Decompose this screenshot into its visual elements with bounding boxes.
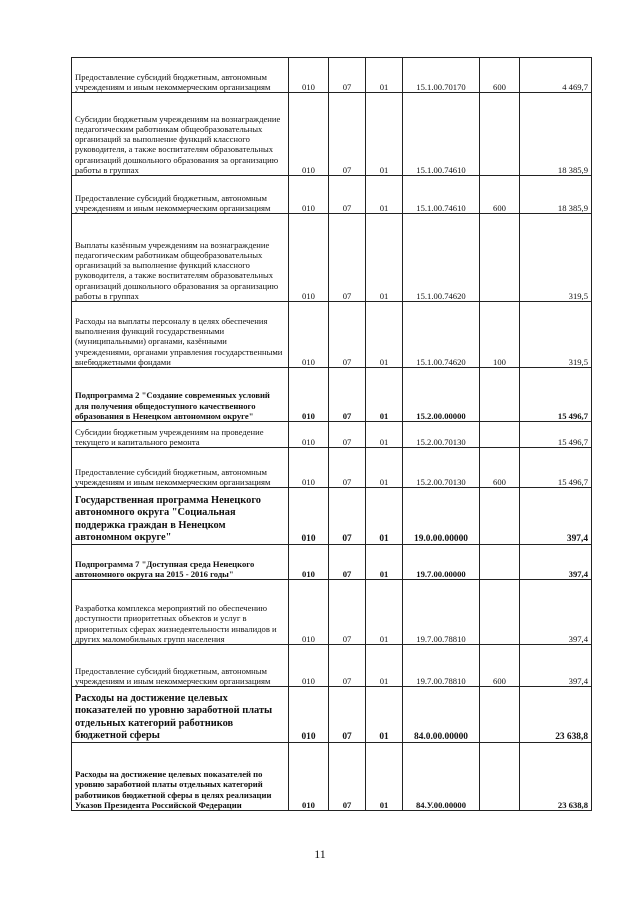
row-sum: 319,5	[520, 302, 592, 368]
row-sum: 18 385,9	[520, 176, 592, 214]
row-sum: 397,4	[520, 645, 592, 687]
row-csr: 15.2.00.70130	[403, 422, 480, 448]
row-csr: 15.1.00.74610	[403, 93, 480, 176]
row-name: Расходы на выплаты персоналу в целях обеспечения выполнения функций государственными (муниципальными) органами, казёнными учреждениями, органами управления государственными внебюджетными фондами	[72, 302, 289, 368]
row-csr: 15.2.00.70130	[403, 448, 480, 488]
row-razdel: 07	[329, 368, 366, 422]
row-csr: 15.1.00.74610	[403, 176, 480, 214]
row-glava: 010	[289, 176, 329, 214]
page-number: 11	[314, 847, 326, 861]
table-row	[72, 368, 592, 422]
row-sum: 4 469,7	[520, 58, 592, 93]
row-vr	[480, 545, 520, 580]
row-name: Субсидии бюджетным учреждениям на проведение текущего и капитального ремонта	[72, 422, 289, 448]
row-glava: 010	[289, 645, 329, 687]
row-glava: 010	[289, 448, 329, 488]
row-razdel: 07	[329, 743, 366, 811]
row-glava: 010	[289, 422, 329, 448]
row-csr: 19.0.00.00000	[403, 488, 480, 545]
row-sum: 23 638,8	[520, 743, 592, 811]
row-glava: 010	[289, 214, 329, 302]
row-vr: 600	[480, 176, 520, 214]
budget-table	[71, 57, 592, 811]
row-name: Расходы на достижение целевых показателей по уровню заработной платы отдельных категорий работников бюджетной сферы в целях реализации Указов Президента Российской Федерации	[72, 743, 289, 811]
row-glava: 010	[289, 302, 329, 368]
row-vr	[480, 580, 520, 645]
row-podrazdel: 01	[366, 448, 403, 488]
row-name: Предоставление субсидий бюджетным, автономным учреждениям и иным некоммерческим организациям	[72, 448, 289, 488]
row-podrazdel: 01	[366, 176, 403, 214]
row-sum: 15 496,7	[520, 422, 592, 448]
row-razdel: 07	[329, 448, 366, 488]
table-row	[72, 422, 592, 448]
row-glava: 010	[289, 743, 329, 811]
table-row	[72, 545, 592, 580]
row-podrazdel: 01	[366, 214, 403, 302]
row-csr: 19.7.00.00000	[403, 545, 480, 580]
row-razdel: 07	[329, 93, 366, 176]
row-name: Разработка комплекса мероприятий по обеспечению доступности приоритетных объектов и услуг в приоритетных сферах жизнедеятельности инвалидов и других маломобильных групп населения	[72, 580, 289, 645]
row-csr: 15.1.00.74620	[403, 214, 480, 302]
row-vr: 600	[480, 58, 520, 93]
row-vr: 600	[480, 645, 520, 687]
table-row	[72, 448, 592, 488]
row-name: Подпрограмма 2 "Создание современных условий для получения общедоступного качественного образования в Ненецком автономном округе"	[72, 368, 289, 422]
row-glava: 010	[289, 58, 329, 93]
row-glava: 010	[289, 580, 329, 645]
row-sum: 15 496,7	[520, 448, 592, 488]
row-glava: 010	[289, 488, 329, 545]
table-row	[72, 302, 592, 368]
row-razdel: 07	[329, 176, 366, 214]
row-vr	[480, 743, 520, 811]
row-sum: 397,4	[520, 545, 592, 580]
row-csr: 19.7.00.78810	[403, 645, 480, 687]
row-sum: 319,5	[520, 214, 592, 302]
row-razdel: 07	[329, 422, 366, 448]
row-razdel: 07	[329, 580, 366, 645]
row-sum: 15 496,7	[520, 368, 592, 422]
row-glava: 010	[289, 368, 329, 422]
row-razdel: 07	[329, 58, 366, 93]
row-csr: 84.0.00.00000	[403, 687, 480, 743]
row-podrazdel: 01	[366, 58, 403, 93]
row-sum: 397,4	[520, 580, 592, 645]
table-row	[72, 580, 592, 645]
row-glava: 010	[289, 687, 329, 743]
row-name: Выплаты казённым учреждениям на вознаграждение педагогическим работникам общеобразовательных организаций за выполнение функций классного руководителя, а также воспитателям образовательных организаций дошкольного образования за организацию работы в группах	[72, 214, 289, 302]
row-vr	[480, 93, 520, 176]
row-vr	[480, 422, 520, 448]
row-podrazdel: 01	[366, 368, 403, 422]
row-podrazdel: 01	[366, 687, 403, 743]
row-podrazdel: 01	[366, 302, 403, 368]
row-csr: 15.1.00.70170	[403, 58, 480, 93]
row-csr: 84.У.00.00000	[403, 743, 480, 811]
row-razdel: 07	[329, 687, 366, 743]
row-name: Предоставление субсидий бюджетным, автономным учреждениям и иным некоммерческим организациям	[72, 58, 289, 93]
row-podrazdel: 01	[366, 743, 403, 811]
row-name: Государственная программа Ненецкого автономного округа "Социальная поддержка граждан в Ненецком автономном округе"	[72, 488, 289, 545]
row-vr	[480, 488, 520, 545]
row-vr: 600	[480, 448, 520, 488]
row-podrazdel: 01	[366, 580, 403, 645]
row-podrazdel: 01	[366, 645, 403, 687]
row-name: Предоставление субсидий бюджетным, автономным учреждениям и иным некоммерческим организациям	[72, 176, 289, 214]
row-name: Подпрограмма 7 "Доступная среда Ненецкого автономного округа на 2015 - 2016 годы"	[72, 545, 289, 580]
row-razdel: 07	[329, 545, 366, 580]
row-csr: 19.7.00.78810	[403, 580, 480, 645]
row-glava: 010	[289, 545, 329, 580]
row-podrazdel: 01	[366, 488, 403, 545]
row-podrazdel: 01	[366, 422, 403, 448]
row-razdel: 07	[329, 488, 366, 545]
table-row	[72, 743, 592, 811]
row-vr	[480, 214, 520, 302]
row-name: Субсидии бюджетным учреждениям на вознаграждение педагогическим работникам общеобразовательных организаций за выполнение функций классного руководителя, а также воспитателям образовательных организаций дошкольного образования за организацию работы в группах	[72, 93, 289, 176]
row-razdel: 07	[329, 302, 366, 368]
row-vr	[480, 687, 520, 743]
row-glava: 010	[289, 93, 329, 176]
table-row	[72, 488, 592, 545]
table-row	[72, 93, 592, 176]
row-sum: 397,4	[520, 488, 592, 545]
row-podrazdel: 01	[366, 93, 403, 176]
table-row	[72, 58, 592, 93]
row-vr	[480, 368, 520, 422]
row-razdel: 07	[329, 645, 366, 687]
row-name: Расходы на достижение целевых показателей по уровню заработной платы отдельных категорий работников бюджетной сферы	[72, 687, 289, 743]
row-razdel: 07	[329, 214, 366, 302]
row-vr: 100	[480, 302, 520, 368]
row-name: Предоставление субсидий бюджетным, автономным учреждениям и иным некоммерческим организациям	[72, 645, 289, 687]
row-csr: 15.1.00.74620	[403, 302, 480, 368]
row-sum: 18 385,9	[520, 93, 592, 176]
table-row	[72, 176, 592, 214]
table-row	[72, 687, 592, 743]
table-row	[72, 645, 592, 687]
table-row	[72, 214, 592, 302]
row-sum: 23 638,8	[520, 687, 592, 743]
row-podrazdel: 01	[366, 545, 403, 580]
row-csr: 15.2.00.00000	[403, 368, 480, 422]
